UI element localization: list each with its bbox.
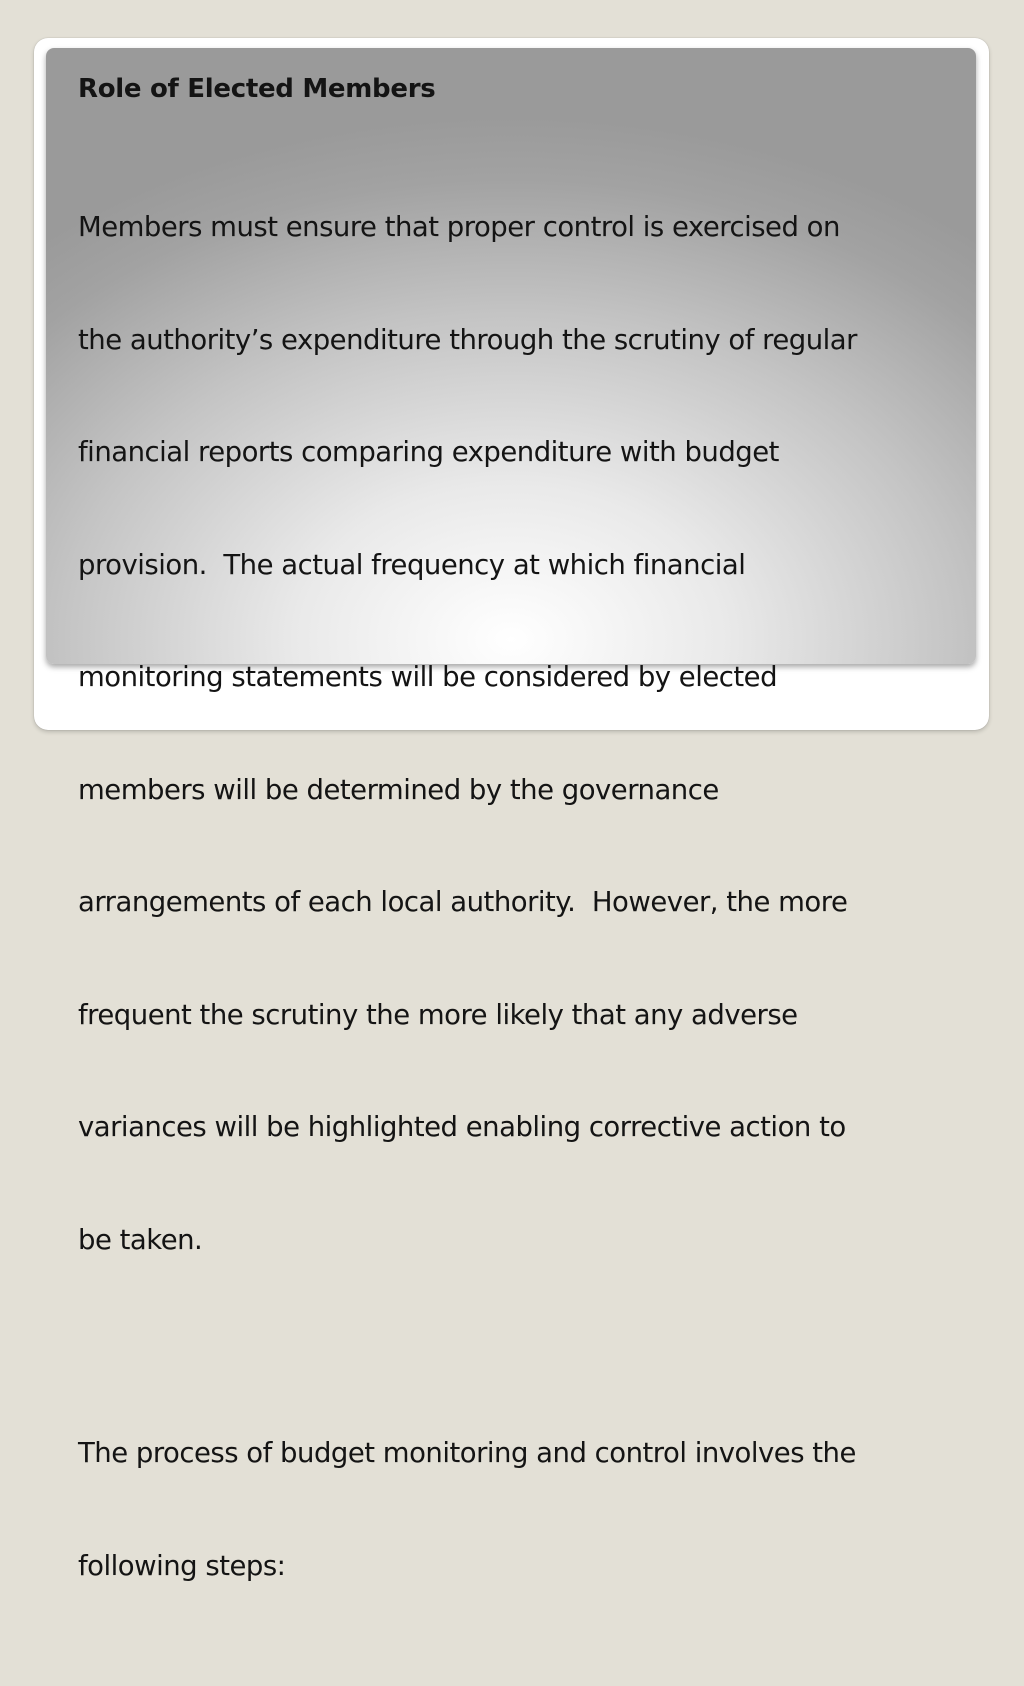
paragraph-line: variances will be highlighted enabling corrective action to (78, 1111, 846, 1143)
slide-heading: Role of Elected Members (78, 74, 436, 104)
paragraph-line: be taken. (78, 1223, 203, 1256)
paragraph-line: Members must ensure that proper control is exercised on (78, 211, 840, 243)
paragraph-line: the authority’s expenditure through the scrutiny of regular (78, 323, 857, 356)
paragraph-line: frequent the scrutiny the more likely that any adverse (78, 998, 798, 1031)
paragraph-line: monitoring statements will be considered by elected (78, 661, 778, 693)
paragraph-line: financial reports comparing expenditure with budget (78, 436, 779, 468)
paragraph-line: following steps: (78, 1549, 286, 1582)
slide-text (78, 70, 958, 1686)
paragraph-process-intro (78, 1360, 958, 1660)
paragraph-line: provision. The actual frequency at which financial (78, 548, 746, 581)
paragraph-line: The process of budget monitoring and control involves the (78, 1437, 856, 1469)
paragraph-line: arrangements of each local authority. However, the more (78, 886, 848, 918)
paragraph-line: members will be determined by the governance (78, 773, 719, 806)
paragraph-role-of-members (78, 134, 958, 1334)
